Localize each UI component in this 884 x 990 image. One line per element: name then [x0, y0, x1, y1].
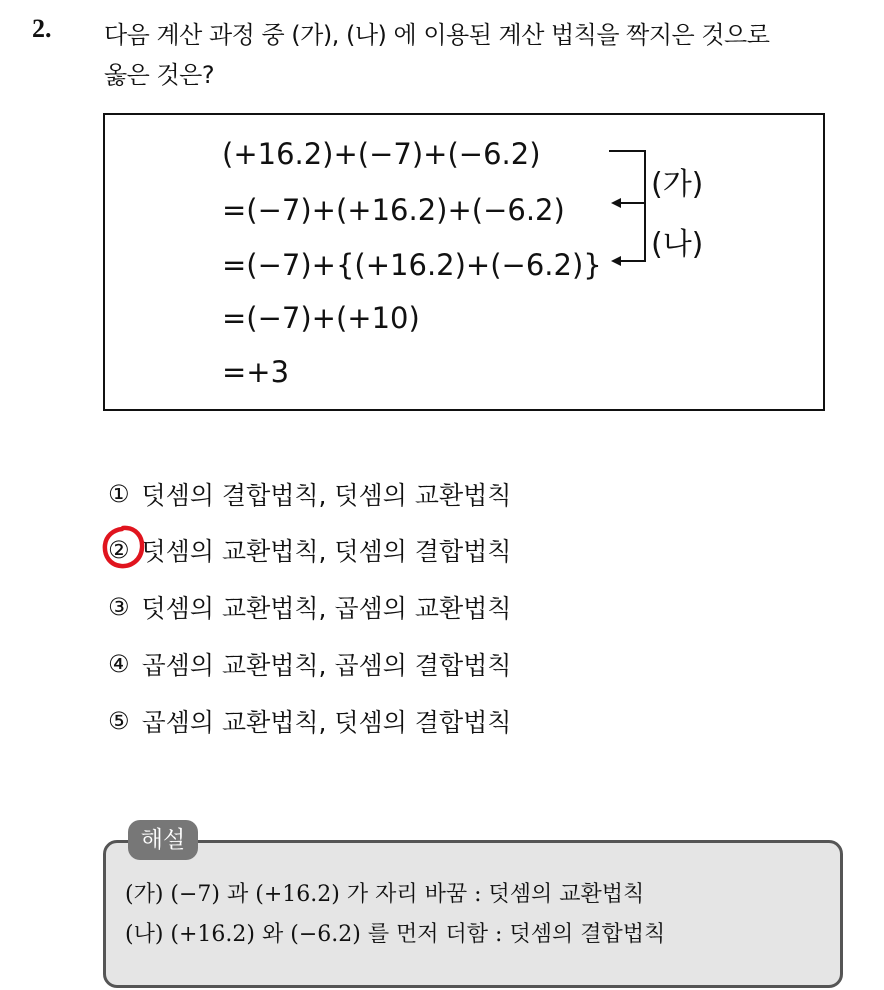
- choice-4[interactable]: [108, 646, 511, 680]
- answer-circle-mark: [100, 524, 146, 570]
- question-text-line-1: 다음 계산 과정 중 (가), (나) 에 이용된 계산 법칙을 짝지은 것으로: [104, 21, 770, 49]
- choice-1-number: ①: [108, 480, 130, 508]
- choice-3[interactable]: [108, 589, 511, 623]
- explanation-box: [103, 840, 843, 988]
- calculation-box: [103, 113, 825, 411]
- choice-3-number: ③: [108, 593, 130, 621]
- choice-4-number: ④: [108, 650, 130, 678]
- choice-2-text: 덧셈의 교환법칙, 덧셈의 결합법칙: [141, 537, 512, 566]
- choice-2[interactable]: [108, 532, 511, 566]
- choice-5-text: 곱셈의 교환법칙, 덧셈의 결합법칙: [141, 708, 512, 737]
- calc-step-5: =+3: [222, 355, 290, 389]
- calc-step-4: =(−7)+(+10): [222, 301, 420, 335]
- calc-step-2: =(−7)+(+16.2)+(−6.2): [222, 193, 565, 227]
- explanation-tab: 해설: [128, 820, 198, 860]
- choice-5-number: ⑤: [108, 707, 130, 735]
- choice-1[interactable]: [108, 476, 511, 510]
- tag-na: (나): [651, 227, 704, 262]
- explanation-line-1: (가) (−7) 과 (+16.2) 가 자리 바꿈 : 덧셈의 교환법칙: [125, 882, 645, 907]
- choice-1-text: 덧셈의 결합법칙, 덧셈의 교환법칙: [141, 481, 512, 510]
- question-text-line-2: 옳은 것은?: [104, 61, 215, 89]
- calc-step-3: =(−7)+{(+16.2)+(−6.2)}: [222, 248, 602, 282]
- tag-ga: (가): [651, 167, 704, 202]
- bracket-arrows: [605, 145, 655, 275]
- choice-5[interactable]: [108, 703, 511, 737]
- explanation-line-2: (나) (+16.2) 와 (−6.2) 를 먼저 더함 : 덧셈의 결합법칙: [125, 922, 666, 947]
- arrow-head-a: [611, 198, 621, 208]
- choice-3-text: 덧셈의 교환법칙, 곱셈의 교환법칙: [141, 594, 512, 623]
- calc-step-1: (+16.2)+(−7)+(−6.2): [222, 137, 541, 171]
- question-number: 2.: [32, 14, 52, 43]
- choice-2-number: ②: [108, 536, 130, 564]
- choice-4-text: 곱셈의 교환법칙, 곱셈의 결합법칙: [141, 651, 512, 680]
- arrow-head-b: [611, 256, 621, 266]
